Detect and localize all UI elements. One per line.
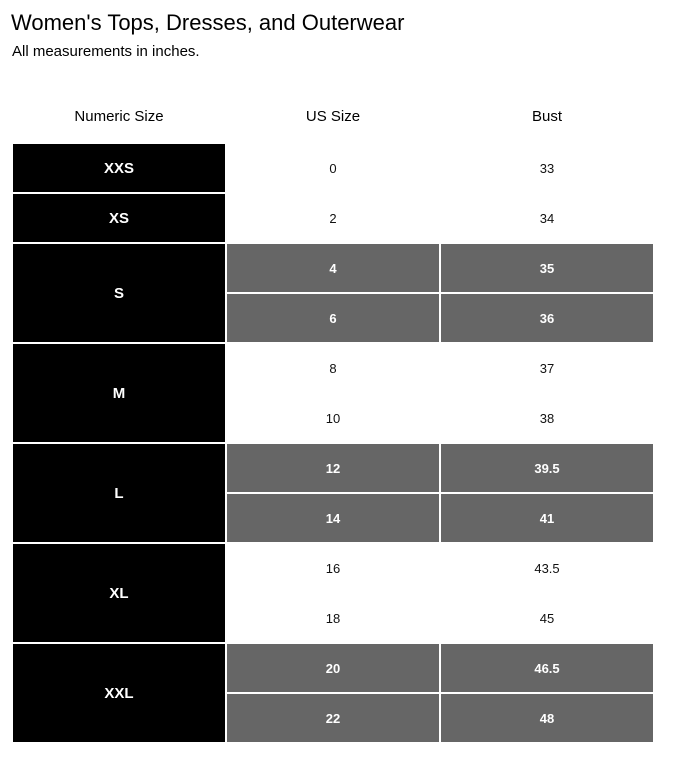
us-size-cell: 8: [329, 360, 337, 376]
us-size-cell: 2: [329, 210, 337, 226]
us-size-cell: 20: [227, 644, 439, 692]
us-size-cell: 10: [325, 410, 341, 426]
us-size-cell: 14: [227, 494, 439, 542]
us-size-cell: 12: [227, 444, 439, 492]
page-title: Women's Tops, Dresses, and Outerwear: [11, 10, 405, 35]
bust-cell: 38: [539, 410, 555, 426]
numeric-size-cell: S: [13, 244, 225, 342]
bust-cell: 35: [441, 244, 653, 292]
us-size-cell: 6: [227, 294, 439, 342]
header-us-size: US Size: [305, 108, 361, 125]
bust-cell: 33: [539, 160, 555, 176]
us-size-cell: 0: [329, 160, 337, 176]
bust-cell: 48: [441, 694, 653, 742]
bust-cell: 45: [539, 610, 555, 626]
bust-cell: 41: [441, 494, 653, 542]
bust-cell: 37: [539, 360, 555, 376]
numeric-size-cell: XS: [13, 194, 225, 242]
us-size-cell: 18: [325, 610, 341, 626]
us-size-cell: 4: [227, 244, 439, 292]
bust-cell: 43.5: [534, 560, 560, 576]
bust-cell: 36: [441, 294, 653, 342]
us-size-cell: 16: [325, 560, 341, 576]
bust-cell: 34: [539, 210, 555, 226]
numeric-size-cell: XXS: [13, 144, 225, 192]
header-numeric-size: Numeric Size: [74, 108, 164, 125]
numeric-size-cell: L: [13, 444, 225, 542]
bust-cell: 46.5: [441, 644, 653, 692]
us-size-cell: 22: [227, 694, 439, 742]
bust-cell: 39.5: [441, 444, 653, 492]
numeric-size-cell: XL: [13, 544, 225, 642]
numeric-size-cell: M: [13, 344, 225, 442]
numeric-size-cell: XXL: [13, 644, 225, 742]
page-subtitle: All measurements in inches.: [12, 43, 200, 60]
header-bust: Bust: [531, 108, 562, 125]
